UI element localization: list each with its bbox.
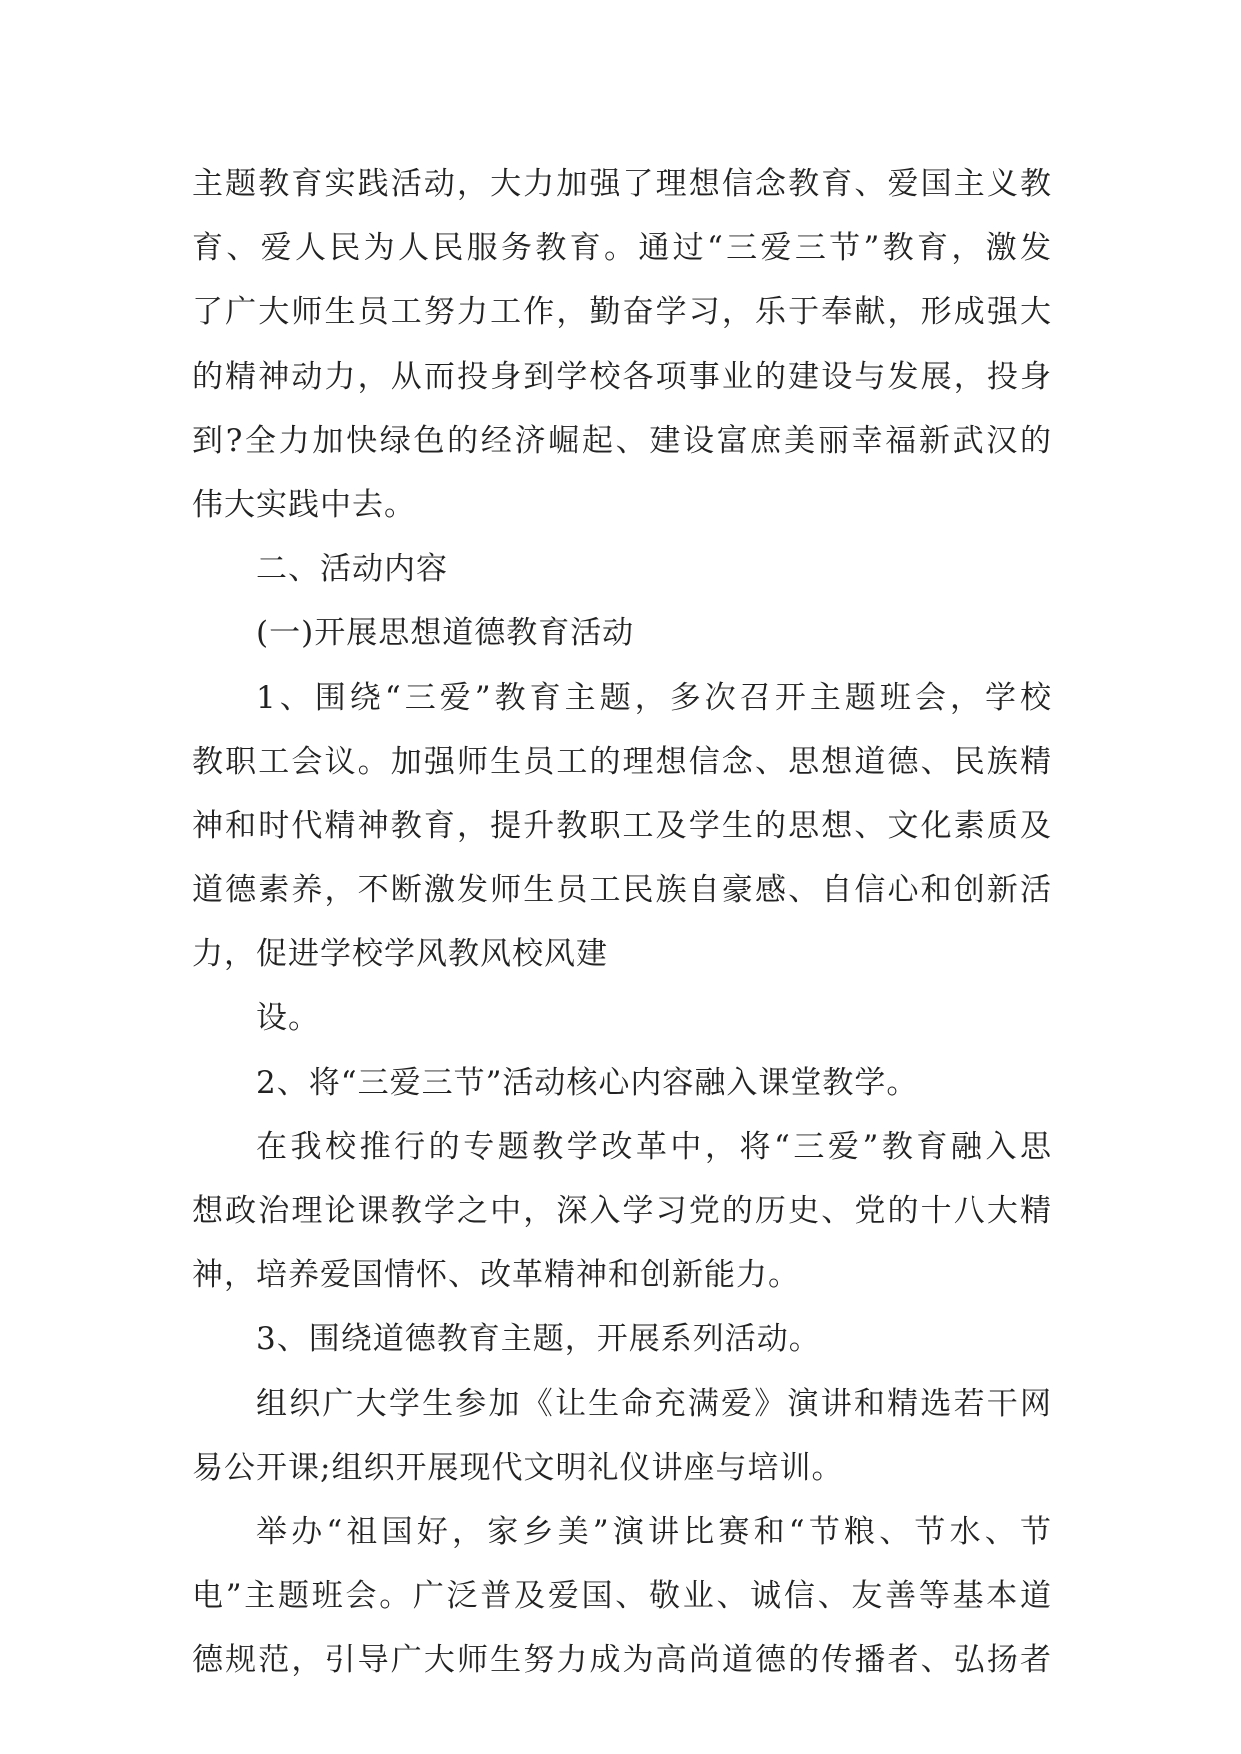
item-heading: 3、围绕道德教育主题，开展系列活动。 — [256, 1321, 821, 1358]
text-line: 举办“祖国好，家乡美”演讲比赛和“节粮、节水、节 — [256, 1513, 1052, 1550]
text-line: 电”主题班会。广泛普及爱国、敬业、诚信、友善等基本道 — [192, 1578, 1052, 1615]
text-line: 设。 — [256, 1000, 320, 1037]
text-line: 组织广大学生参加《让生命充满爱》演讲和精选若干网 — [256, 1385, 1052, 1422]
text-line: 想政治理论课教学之中，深入学习党的历史、党的十八大精 — [192, 1193, 1052, 1229]
text-line: 的精神动力，从而投身到学校各项事业的建设与发展，投身 — [192, 358, 1052, 395]
text-line: 神和时代精神教育，提升教职工及学生的思想、文化素质及 — [192, 807, 1052, 844]
body-text — [192, 152, 1052, 1693]
section-heading: 二、活动内容 — [256, 551, 448, 588]
text-line: 伟大实践中去。 — [192, 486, 416, 523]
text-line: 力，促进学校学风教风校风建 — [192, 936, 608, 973]
subsection-heading: (一)开展思想道德教育活动 — [256, 615, 635, 652]
text-line: 主题教育实践活动，大力加强了理想信念教育、爱国主义教 — [192, 166, 1052, 202]
text-line: 育、爱人民为人民服务教育。通过“三爱三节”教育，激发 — [192, 230, 1052, 267]
text-line: 1、围绕“三爱”教育主题，多次召开主题班会，学校 — [256, 679, 1052, 716]
text-line: 了广大师生员工努力工作，勤奋学习，乐于奉献，形成强大 — [192, 294, 1052, 331]
text-line: 教职工会议。加强师生员工的理想信念、思想道德、民族精 — [192, 743, 1052, 780]
text-line: 易公开课;组织开展现代文明礼仪讲座与培训。 — [192, 1449, 844, 1486]
text-line: 到?全力加快绿色的经济崛起、建设富庶美丽幸福新武汉的 — [192, 422, 1052, 459]
text-line: 神，培养爱国情怀、改革精神和创新能力。 — [192, 1257, 800, 1294]
text-line: 德规范，引导广大师生努力成为高尚道德的传播者、弘扬者 — [192, 1642, 1052, 1679]
text-line: 道德素养，不断激发师生员工民族自豪感、自信心和创新活 — [192, 872, 1052, 909]
text-line: 在我校推行的专题教学改革中，将“三爱”教育融入思 — [256, 1128, 1052, 1165]
item-heading: 2、将“三爱三节”活动核心内容融入课堂教学。 — [256, 1064, 919, 1101]
